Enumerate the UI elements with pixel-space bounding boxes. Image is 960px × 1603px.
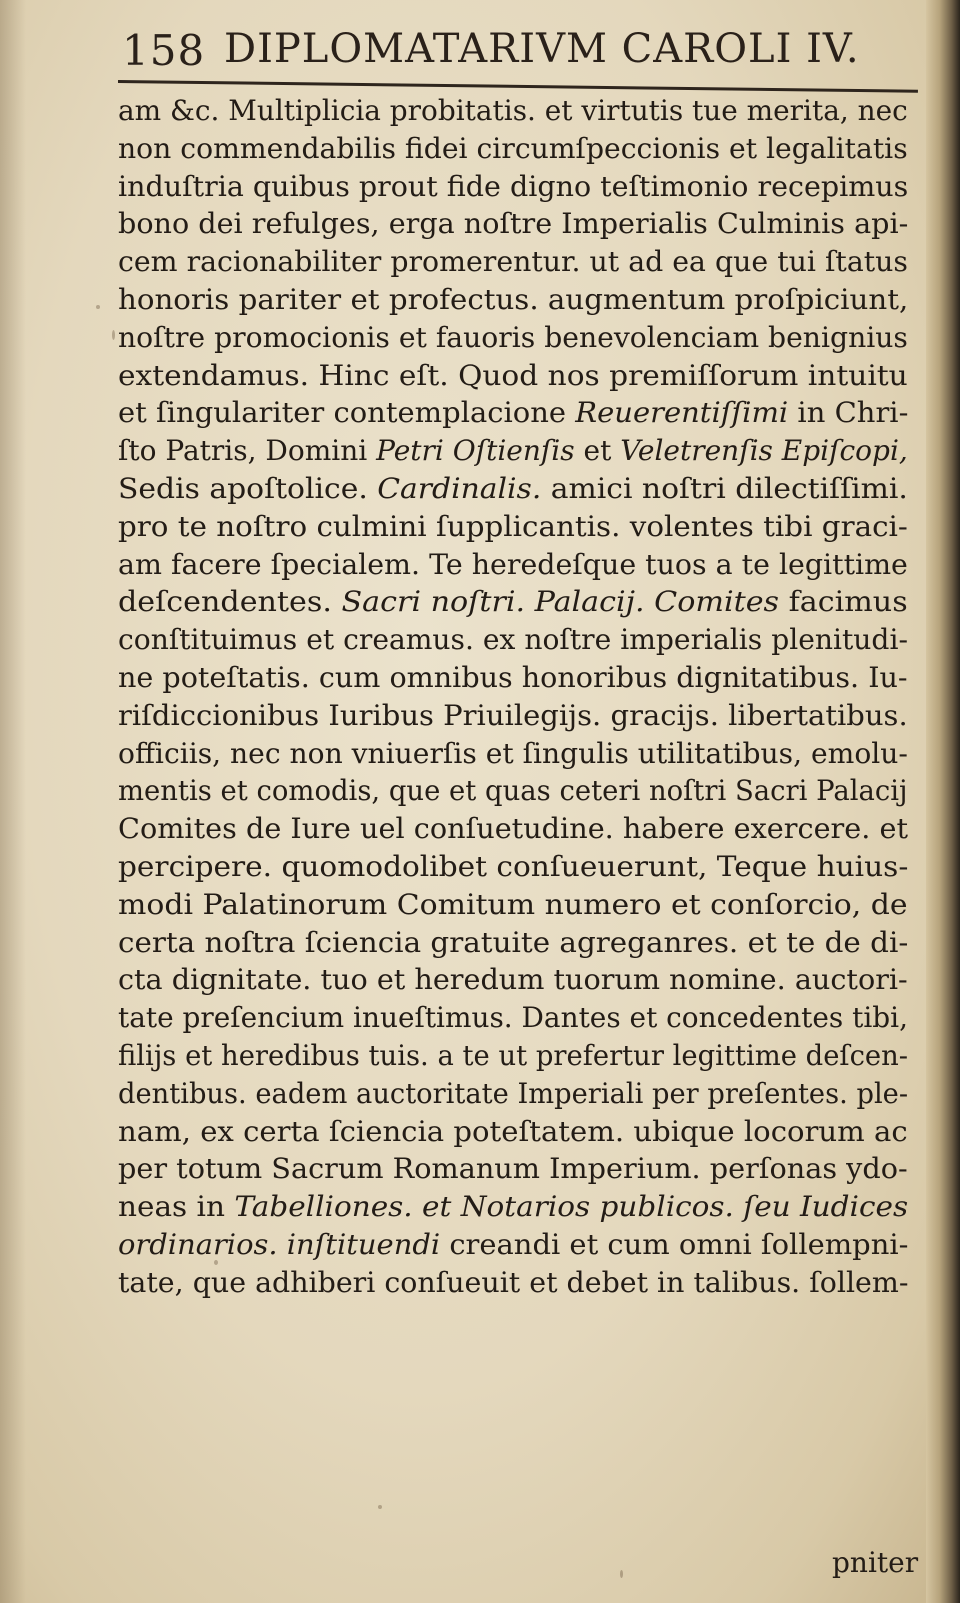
text-line xyxy=(118,168,930,206)
page-edge-shadow xyxy=(0,0,26,1603)
text-segment: extendamus. Hinc eſt. Quod nos premiſſorum intuitu xyxy=(118,358,908,392)
text-segment: et xyxy=(574,434,621,468)
text-line xyxy=(118,1037,911,1075)
text-segment: am &c. Multiplicia probitatis. et virtutis tue merita, nec xyxy=(118,94,908,127)
text-line xyxy=(118,130,930,168)
text-segment: cta dignitate. tuo et heredum tuorum nomine. auctori- xyxy=(118,963,908,997)
text-segment: in Chri- xyxy=(788,396,909,430)
text-segment: creandi et cum omni ſollempni- xyxy=(440,1227,909,1261)
text-line xyxy=(118,772,912,810)
text-segment: certa noſtra ſciencia gratuite agreganres. et te de di- xyxy=(118,925,909,959)
page-header xyxy=(116,18,896,78)
text-line xyxy=(118,961,930,999)
text-segment: et ſingulariter contemplacione xyxy=(118,396,576,430)
text-line xyxy=(118,924,930,962)
text-segment: percipere. quomodolibet conſueuerunt, Teque huius- xyxy=(118,849,909,883)
text-line xyxy=(118,1075,908,1113)
text-line xyxy=(118,697,930,735)
text-line xyxy=(118,810,930,848)
text-segment: ſto Patris, Domini xyxy=(118,434,377,468)
text-segment: tate preſencium inueſtimus. Dantes et concedentes tibi, xyxy=(118,1001,909,1035)
text-segment: ne poteſtatis. cum omnibus honoribus dignitatibus. Iu- xyxy=(118,660,908,694)
text-segment: am facere ſpecialem. Te heredeſque tuos a te legittime xyxy=(118,547,908,581)
text-segment: modi Palatinorum Comitum numero et conſorcio, de xyxy=(118,887,908,921)
text-line xyxy=(118,281,930,319)
text-line xyxy=(118,621,930,659)
text-segment: induſtria quibus prout fide digno teſtimonio recepimus xyxy=(118,169,909,203)
text-line xyxy=(118,432,928,470)
text-segment: Sedis apoſtolice. xyxy=(118,471,378,505)
text-segment: conſtituimus et creamus. ex noſtre imperialis plenitudi- xyxy=(118,623,908,657)
text-segment: nam, ex certa ſciencia poteſtatem. ubique locorum ac xyxy=(118,1114,908,1148)
text-segment: deſcendentes. xyxy=(118,585,342,619)
text-segment: Comites de Iure uel conſuetudine. habere exercere. et xyxy=(118,812,908,846)
running-title: DIPLOMATARIVM CAROLI IV. xyxy=(224,26,860,72)
paper-speck xyxy=(620,1570,623,1578)
italic-text-segment: Reuerentiſſimi xyxy=(575,396,789,430)
text-line xyxy=(118,583,930,621)
text-line xyxy=(118,92,926,130)
paper-speck xyxy=(112,330,115,340)
text-segment: per totum Sacrum Romanum Imperium. perſonas ydo- xyxy=(118,1152,908,1186)
text-line xyxy=(118,508,930,546)
text-line xyxy=(118,1226,930,1264)
text-segment: non commendabilis fidei circumſpeccionis et legalitatis xyxy=(118,131,908,165)
text-line xyxy=(118,319,930,357)
text-line xyxy=(118,735,930,773)
text-segment: dentibus. eadem auctoritate Imperiali per preſentes. ple- xyxy=(118,1076,909,1110)
text-segment: mentis et comodis, que et quas ceteri noſtri Sacri Palacij xyxy=(118,774,908,808)
text-segment: facimus xyxy=(778,585,908,619)
catchword: pniter xyxy=(832,1546,919,1579)
page-number: 158 xyxy=(122,26,206,75)
text-line xyxy=(118,205,930,243)
body-text xyxy=(118,92,928,1302)
italic-text-segment: ordinarios. inſtituendi xyxy=(118,1227,441,1261)
text-segment: bono dei refulges, erga noſtre Imperialis Culminis api- xyxy=(118,207,909,241)
text-line xyxy=(118,1188,930,1226)
paper-speck xyxy=(96,305,100,309)
text-segment: riſdiccionibus Iuribus Priuilegijs. gracijs. libertatibus. xyxy=(118,698,908,732)
text-segment: cem racionabiliter promerentur. ut ad ea que tui ſtatus xyxy=(118,245,908,279)
italic-text-segment: Sacri noſtri. Palacij. Comites xyxy=(341,585,779,619)
italic-text-segment: Cardinalis. xyxy=(377,471,542,505)
text-line xyxy=(118,1150,930,1188)
italic-text-segment: Veletrenſis Epiſcopi, xyxy=(620,434,908,468)
text-segment: filijs et heredibus tuis. a te ut prefertur legittime deſcen- xyxy=(118,1038,909,1072)
text-line xyxy=(118,848,930,886)
text-line xyxy=(118,470,930,508)
italic-text-segment: Tabelliones. et Notarios publicos. ſeu Iudices xyxy=(234,1190,909,1224)
text-line xyxy=(118,357,930,395)
text-segment: officiis, nec non vniuerſis et ſingulis utilitatibus, emolu- xyxy=(118,736,908,770)
text-segment: tate, que adhiberi conſueuit et debet in talibus. ſollem- xyxy=(118,1265,909,1299)
text-line xyxy=(118,394,930,432)
text-line xyxy=(118,886,930,924)
text-line xyxy=(118,1264,930,1302)
paper-speck xyxy=(378,1505,382,1509)
binding-gutter xyxy=(926,0,960,1603)
header-rule xyxy=(118,80,918,93)
text-segment: amici noſtri dilectiſſimi. xyxy=(541,471,908,505)
text-line xyxy=(118,546,930,584)
italic-text-segment: Petri Oſtienſis xyxy=(376,434,575,468)
text-segment: neas in xyxy=(118,1190,235,1224)
text-segment: honoris pariter et profectus. augmentum proſpiciunt, xyxy=(118,282,909,316)
text-line xyxy=(118,999,926,1037)
text-segment: pro te noſtro culmini ſupplicantis. volentes tibi graci- xyxy=(118,509,908,543)
text-segment: noſtre promocionis et fauoris benevolenciam benignius xyxy=(118,320,908,354)
paper-speck xyxy=(214,1260,218,1265)
text-line xyxy=(118,659,930,697)
text-line xyxy=(118,1113,930,1151)
text-line xyxy=(118,243,930,281)
